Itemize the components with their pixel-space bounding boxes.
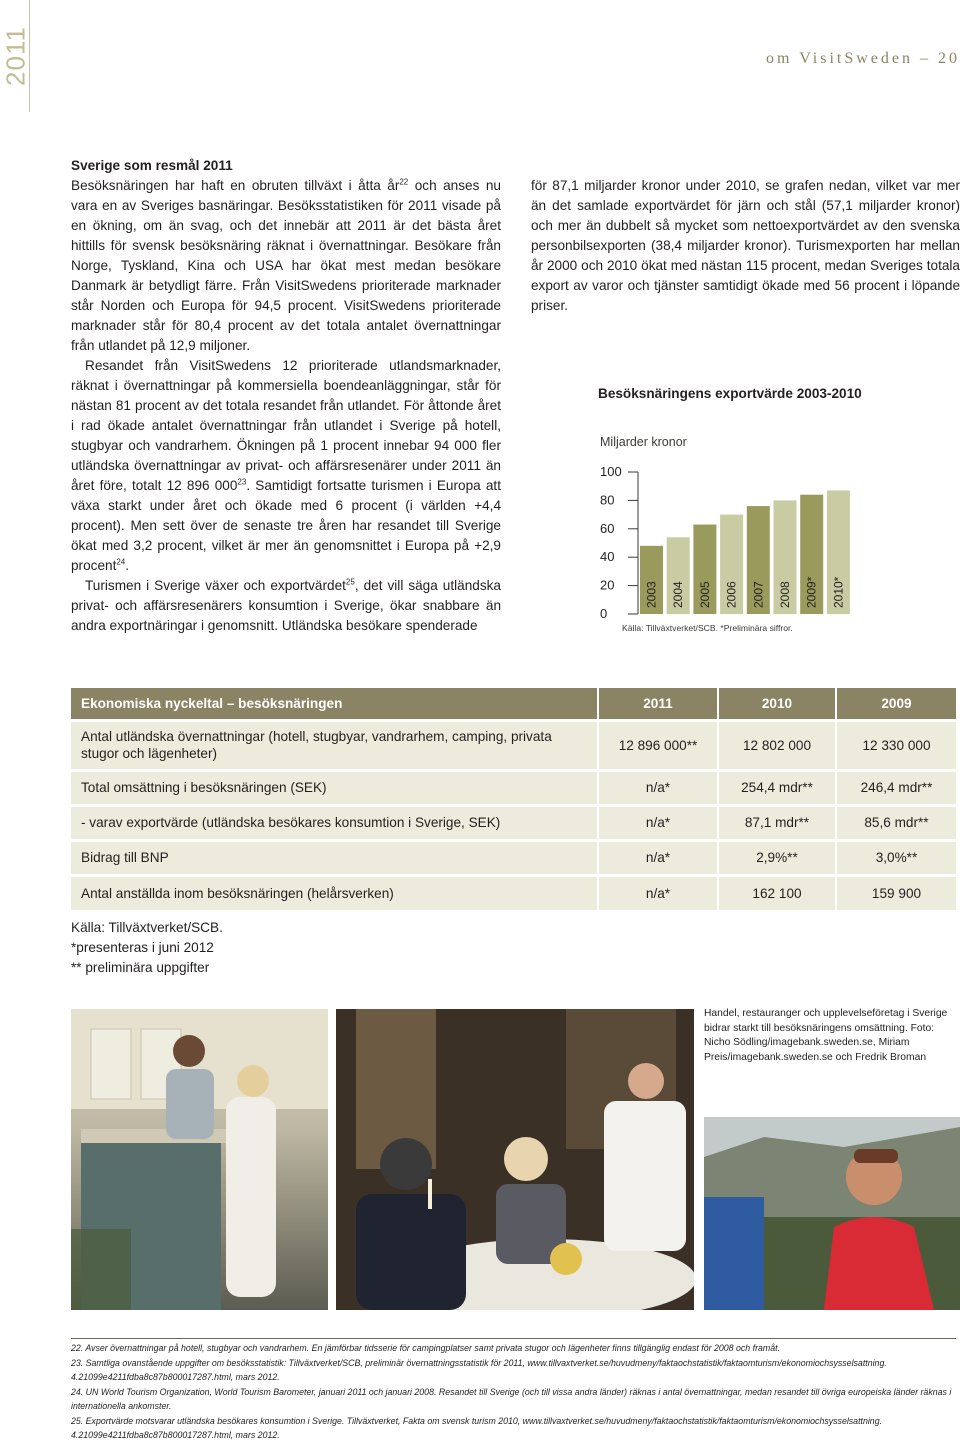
footnote-23: 23. Samtliga ovanstående uppgifter om besöksstatistik: Tillväxtverket/SCB, preliminär övernattningsstatistik för 2011, www.tillvaxtverket.se/huvudmeny/faktaochstatistik/faktaomturism/ekonomiochsysselsattning. 4.21099e4211fdba8c87b800017287.html, mars 2012. <box>71 1357 887 1382</box>
footnote-ref-25: 25 <box>345 577 355 587</box>
paragraph-2 <box>71 356 501 576</box>
category-label: 2010* <box>831 576 846 608</box>
section-heading: Sverige som resmål 2011 <box>71 158 233 173</box>
table-cell: 246,4 mdr** <box>836 770 956 805</box>
table-cell: 12 802 000 <box>718 720 836 770</box>
y-tick-label: 80 <box>600 492 615 508</box>
chart-y-axis-label: Miljarder kronor <box>600 435 687 449</box>
p2-text-a: Resandet från VisitSwedens 12 prioriterade utlandsmarknader, räknat i övernattningar på kommersiella boendeanläggningar, står för nästan 81 procent av det totala resandet från utlandet. För åttonde året i rad ökade antalet övernattningar från utlandet i Sverige på hotell, stugbyar och vandrarhem. Ökningen på 1 procent innebar 94 000 fler utländska övernattningar av privat- och affärsresenärer under 2011 än året före, totalt 12 896 000 <box>71 358 501 493</box>
table-cell-label: Bidrag till BNP <box>71 840 598 875</box>
table-header-2010: 2010 <box>718 688 836 720</box>
footnote-22: 22. Avser övernattningar på hotell, stugbyar och vandrarhem. En jämförbar tidsserie för campingplatser samt privata stugor och lägenheter finns tillgänglig endast för 2008 och framåt. <box>71 1343 781 1353</box>
key-figures-table <box>71 688 956 910</box>
table-cell-label: - varav exportvärde (utländska besökares konsumtion i Sverige, SEK) <box>71 805 598 840</box>
footnote-25: 25. Exportvärde motsvarar utländska besökares konsumtion i Sverige. Tillväxtverket, Fakta om svensk turism 2010, www.tillvaxtverket.se/huvudmeny/faktaochstatistik/faktaomturism/ekonomiochsysselsattning. 4.21099e4211fdba8c87b800017287.html, mars 2012. <box>71 1415 883 1440</box>
table-cell-label: Antal anställda inom besöksnäringen (helårsverken) <box>71 875 598 910</box>
table-header-label: Ekonomiska nyckeltal – besöksnäringen <box>71 688 598 720</box>
table-cell: n/a* <box>598 770 718 805</box>
y-tick-label: 100 <box>600 464 622 479</box>
category-label: 2009* <box>804 576 819 608</box>
table-note-source: Källa: Tillväxtverket/SCB. <box>71 920 223 935</box>
table-row <box>71 805 956 840</box>
table-cell: 12 330 000 <box>836 720 956 770</box>
photo-restaurant <box>336 1009 694 1310</box>
footnote-ref-22: 22 <box>399 177 409 187</box>
p3-text-b: , det vill säga utländska privat- och affärsresenärers konsumtion i Sverige, ökar snabbare än andra exportnäringar i genomsnitt. Utländska besökare spenderade <box>71 578 501 633</box>
paragraph-right-1: för 87,1 miljarder kronor under 2010, se grafen nedan, vilket var mer än det samlade exportvärdet för järn och stål (57,1 miljarder kronor) och mer än dubbelt så mycket som nettoexportvärdet av den svenska personbilsexporten (38,4 miljarder kronor). Turismexporten har mellan år 2000 och 2010 ökat med nästan 115 procent, medan Sveriges totala export av varor och tjänster samtidigt ökade med 56 procent i löpande priser. <box>531 178 960 313</box>
category-label: 2006 <box>724 581 739 608</box>
y-tick-label: 40 <box>600 549 615 565</box>
table-header-row <box>71 688 956 720</box>
table-note-preliminary: ** preliminära uppgifter <box>71 960 210 975</box>
chart-title: Besöksnäringens exportvärde 2003-2010 <box>598 386 862 401</box>
footnote-24: 24. UN World Tourism Organization, World Tourism Barometer, januari 2011 och januari 2008. Resandet till Sverige (och till vissa andra länder) räknas i antal övernattningar, medan resandet till övriga europeiska länder räknas i internationella ankomster. <box>71 1386 952 1411</box>
table-header-2011: 2011 <box>598 688 718 720</box>
year-label: 2011 <box>0 26 31 86</box>
running-head: om VisitSweden – 20 <box>766 50 960 67</box>
chart-source: Källa: Tillväxtverket/SCB. *Preliminära siffror. <box>622 623 793 633</box>
table-row <box>71 875 956 910</box>
paragraph-1 <box>71 176 501 356</box>
table-cell: n/a* <box>598 805 718 840</box>
table-cell: 12 896 000** <box>598 720 718 770</box>
footnote-ref-23: 23 <box>237 477 247 487</box>
table-cell: 3,0%** <box>836 840 956 875</box>
y-tick-label: 0 <box>600 606 608 621</box>
y-tick-label: 20 <box>600 577 615 593</box>
p1-text-a: Besöksnäringen har haft en obruten tillväxt i åtta år <box>71 178 400 193</box>
right-column <box>531 176 960 316</box>
table-header-2009: 2009 <box>836 688 956 720</box>
table-cell: n/a* <box>598 840 718 875</box>
category-label: 2004 <box>671 581 686 608</box>
p1-text-b: och anses nu vara en av Sveriges basnäringar. Besöksstatistiken för 2011 visade på en ökning, om än svag, och det innebär att 2011 är det bästa året hittills för svensk besöksnäring räknat i övernattningar. Besökare från Norge, Tyskland, Kina och USA har ökat mest medan besökare Danmark är betydligt färre. Från VisitSwedens prioriterade marknader står Norden och Europa för 94,5 procent. VisitSwedens prioriterade marknader står för 80,4 procent av det totala antalet övernattningar från utlandet på 12,9 miljoner. <box>71 178 501 353</box>
table-cell: n/a* <box>598 875 718 910</box>
table-row <box>71 840 956 875</box>
export-value-bar-chart <box>590 455 850 625</box>
table-cell: 85,6 mdr** <box>836 805 956 840</box>
category-label: 2005 <box>697 581 712 608</box>
paragraph-3 <box>71 576 501 636</box>
p2-text-b: . Samtidigt fortsatte turismen i Europa att växa starkt under året och ökade med 6 procent (i världen +4,4 procent). Men sett över de senaste tre åren har resandet till Sverige ökat med 3,2 procent, vilket är mer än genomsnittet i Europa på +2,9 procent <box>71 478 501 573</box>
photo-shop <box>71 1009 328 1310</box>
table-cell: 254,4 mdr** <box>718 770 836 805</box>
p3-text-a: Turismen i Sverige växer och exportvärdet <box>85 578 346 593</box>
footnotes <box>71 1338 956 1442</box>
photo-caption: Handel, restauranger och upplevelseföretag i Sverige bidrar starkt till besöksnäringens omsättning. Foto: Nicho Södling/imagebank.sweden.se, Miriam Preis/imagebank.sweden.se och Fredrik Broman <box>704 1008 948 1063</box>
table-cell: 159 900 <box>836 875 956 910</box>
y-tick-label: 60 <box>600 520 615 536</box>
table-note-presented: *presenteras i juni 2012 <box>71 940 214 955</box>
table-cell-label: Total omsättning i besöksnäringen (SEK) <box>71 770 598 805</box>
photo-outdoor <box>704 1117 960 1310</box>
left-column <box>71 156 501 636</box>
table-cell-label: Antal utländska övernattningar (hotell, stugbyar, vandrarhem, camping, privata stugor och lägenheter) <box>71 720 598 770</box>
table-cell: 2,9%** <box>718 840 836 875</box>
table-row <box>71 770 956 805</box>
p2-text-c: . <box>125 558 130 573</box>
table-cell: 87,1 mdr** <box>718 805 836 840</box>
category-label: 2007 <box>751 581 766 608</box>
year-tab <box>0 0 30 112</box>
category-label: 2003 <box>644 581 659 608</box>
table-row <box>71 720 956 770</box>
table-notes <box>71 918 223 978</box>
table-cell: 162 100 <box>718 875 836 910</box>
category-label: 2008 <box>778 581 792 608</box>
footnote-ref-24: 24 <box>116 557 126 567</box>
